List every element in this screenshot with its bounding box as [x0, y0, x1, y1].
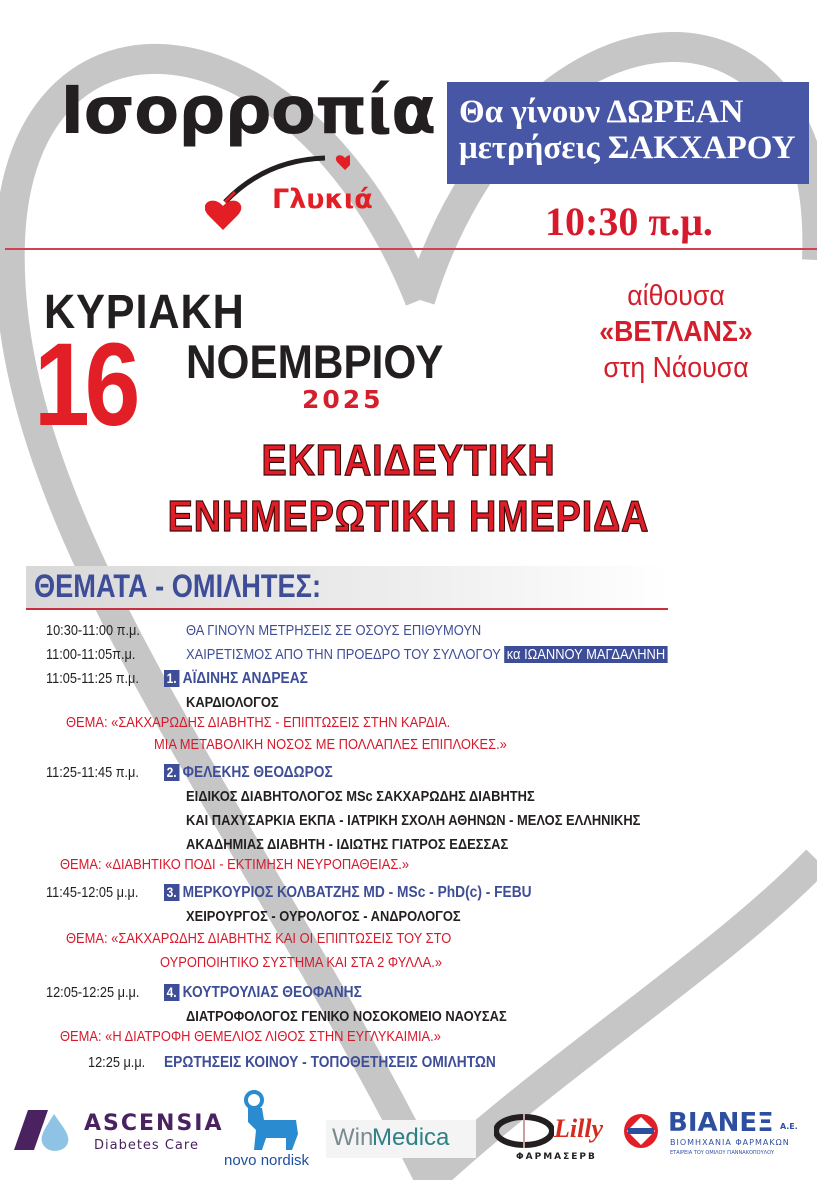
talk-2-topic [0, 856, 817, 884]
program-text [186, 646, 668, 663]
ascensia-name: ASCENSIA [84, 1111, 224, 1136]
talk-number-badge: 2. [164, 764, 179, 781]
speaker [164, 984, 362, 1002]
sponsor-vianex [620, 1110, 810, 1166]
time-slot: 11:25-11:45 π.μ. [46, 764, 139, 781]
pharmaserv-name: ΦΑΡΜΑΣΕΡΒ [516, 1152, 597, 1162]
time-slot: 11:05-11:25 π.μ. [46, 670, 139, 687]
topic-line: ΜΙΑ ΜΕΤΑΒΟΛΙΚΗ ΝΟΣΟΣ ΜΕ ΠΟΛΛΑΠΛΕΣ ΕΠΙΠΛΟΚΕΣ.» [154, 736, 507, 753]
program-text: ΕΡΩΤΗΣΕΙΣ ΚΟΙΝΟΥ - ΤΟΠΟΘΕΤΗΣΕΙΣ ΟΜΙΛΗΤΩΝ [164, 1054, 496, 1071]
venue-city: στη Νάουσα [603, 352, 749, 384]
greeting-text: ΧΑΙΡΕΤΙΣΜΟΣ ΑΠΟ ΤΗΝ ΠΡΟΕΔΡΟ ΤΟΥ ΣΥΛΛΟΓΟΥ [186, 646, 501, 663]
venue [569, 278, 782, 386]
vianex-suffix: Α.Ε. [780, 1122, 798, 1131]
day-number: 16 [34, 319, 136, 451]
speaker-name: ΚΟΥΤΡΟΥΛΙΑΣ ΘΕΟΦΑΝΗΣ [182, 984, 362, 1001]
divider-line [5, 248, 817, 250]
vianex-logo-icon [622, 1112, 660, 1150]
credentials: ΔΙΑΤΡΟΦΟΛΟΓΟΣ ΓΕΝΙΚΟ ΝΟΣΟΚΟΜΕΙΟ ΝΑΟΥΣΑΣ [186, 1008, 507, 1025]
talk-4-header [0, 984, 817, 1008]
vianex-group: ΕΤΑΙΡΕΙΑ ΤΟΥ ΟΜΙΛΟΥ ΓΙΑΝΝΑΚΟΠΟΥΛΟΥ [670, 1150, 775, 1156]
logo-subtitle: Γλυκιά [272, 184, 373, 215]
talk-2-credentials-3 [0, 836, 817, 856]
credentials: ΧΕΙΡΟΥΡΓΟΣ - ΟΥΡΟΛΟΓΟΣ - ΑΝΔΡΟΛΟΓΟΣ [186, 908, 461, 925]
time-slot: 11:45-12:05 μ.μ. [46, 884, 139, 901]
talk-2-header [0, 764, 817, 788]
venue-line-1: αίθουσα [627, 280, 725, 312]
credentials: ΚΑΡΔΙΟΛΟΓΟΣ [186, 694, 279, 711]
free-banner-line-2: μετρήσεις ΣΑΚΧΑΡΟΥ [459, 130, 796, 166]
month: ΝΟΕΜΒΡΙΟΥ [186, 335, 444, 388]
credentials: ΑΚΑΔΗΜΙΑΣ ΔΙΑΒΗΤΗ - ΙΔΙΩΤΗΣ ΓΙΑΤΡΟΣ ΕΔΕΣΣΑΣ [186, 836, 509, 853]
ascensia-logo-icon [14, 1110, 76, 1156]
event-title-line-2: ΕΝΗΜΕΡΩΤΙΚΗ ΗΜΕΡΙΔΑ [167, 492, 650, 541]
sponsor-ascensia [14, 1110, 224, 1160]
weekday: ΚΥΡΙΑΚΗ [44, 286, 245, 339]
free-measurements-banner [447, 82, 809, 184]
program-row-closing [0, 1054, 817, 1078]
time-slot: 10:30-11:00 π.μ. [46, 622, 140, 639]
program-row-intro-2 [0, 646, 817, 670]
sponsor-logos [0, 1090, 817, 1170]
event-title-line-1: ΕΚΠΑΙΔΕΥΤΙΚΗ [261, 436, 556, 485]
lilly-name: Lilly [554, 1114, 604, 1143]
talk-3-topic-cont [0, 954, 817, 984]
ascensia-tagline: Diabetes Care [94, 1138, 199, 1153]
sponsor-winmedica [326, 1120, 476, 1158]
talk-2-credentials-2 [0, 812, 817, 836]
vianex-name: ΒΙΑΝΕΞ [668, 1108, 774, 1138]
president-name-highlight: κα ΙΩΑΝΝΟΥ ΜΑΓΔΑΛΗΝΗ [504, 646, 668, 663]
topic-line: ΘΕΜΑ: «ΣΑΚΧΑΡΩΔΗΣ ΔΙΑΒΗΤΗΣ - ΕΠΙΠΤΩΣΕΙΣ ΣΤΗΝ ΚΑΡΔΙΑ. [66, 714, 451, 731]
program-row-intro-1 [0, 622, 817, 646]
topic-line: ΟΥΡΟΠΟΙΗΤΙΚΟ ΣΥΣΤΗΜΑ ΚΑΙ ΣΤΑ 2 ΦΥΛΛΑ.» [160, 954, 442, 971]
speaker [164, 670, 308, 688]
year: 2025 [302, 385, 384, 414]
talk-4-topic [0, 1028, 817, 1054]
talk-2-credentials-1 [0, 788, 817, 812]
talk-number-badge: 3. [164, 884, 179, 901]
talk-4-credentials [0, 1008, 817, 1028]
program-text: ΘΑ ΓΙΝΟΥΝ ΜΕΤΡΗΣΕΙΣ ΣΕ ΟΣΟΥΣ ΕΠΙΘΥΜΟΥΝ [186, 622, 482, 639]
speaker-name: ΦΕΛΕΚΗΣ ΘΕΟΔΩΡΟΣ [182, 764, 333, 781]
topic-line: ΘΕΜΑ: «ΣΑΚΧΑΡΩΔΗΣ ΔΙΑΒΗΤΗΣ ΚΑΙ ΟΙ ΕΠΙΠΤΩΣΕΙΣ ΤΟΥ ΣΤΟ [66, 930, 452, 947]
sponsor-novo-nordisk [222, 1090, 318, 1174]
novo-nordisk-name: novo nordisk [224, 1152, 310, 1169]
winmedica-name-b: Medica [372, 1124, 450, 1151]
talk-1-header [0, 670, 817, 694]
section-heading-rule [26, 608, 668, 610]
venue-name: «ΒΕΤΛΑΝΣ» [599, 316, 753, 348]
topic-line: ΘΕΜΑ: «ΔΙΑΒΗΤΙΚΟ ΠΟΔΙ - ΕΚΤΙΜΗΣΗ ΝΕΥΡΟΠΑΘΕΙΑΣ.» [60, 856, 410, 873]
talk-number-badge: 4. [164, 984, 179, 1001]
sponsor-lilly-pharmaserv [490, 1112, 608, 1168]
speaker-name: ΑΪΔΙΝΗΣ ΑΝΔΡΕΑΣ [182, 670, 308, 687]
speaker [164, 884, 532, 902]
speaker-name: ΜΕΡΚΟΥΡΙΟΣ ΚΟΛΒΑΤΖΗΣ MD - MSc - PhD(c) - FEBU [182, 884, 532, 901]
speaker [164, 764, 333, 782]
time-slot: 12:05-12:25 μ.μ. [46, 984, 140, 1001]
talk-1-credentials [0, 694, 817, 714]
talk-3-credentials [0, 908, 817, 930]
talk-1-topic [0, 714, 817, 736]
credentials: ΚΑΙ ΠΑΧΥΣΑΡΚΙΑ ΕΚΠΑ - ΙΑΤΡΙΚΗ ΣΧΟΛΗ ΑΘΗΝΩΝ - ΜΕΛΟΣ ΕΛΛΗΝΙΚΗΣ [186, 812, 641, 829]
talk-3-header [0, 884, 817, 908]
talk-number-badge: 1. [164, 670, 179, 687]
time-slot: 12:25 μ.μ. [88, 1054, 146, 1071]
start-time: 10:30 π.μ. [545, 199, 713, 244]
section-heading: ΘΕΜΑΤΑ - ΟΜΙΛΗΤΕΣ: [34, 568, 322, 604]
topic-line: ΘΕΜΑ: «Η ΔΙΑΤΡΟΦΗ ΘΕΜΕΛΙΟΣ ΛΙΘΟΣ ΣΤΗΝ ΕΥΓΛΥΚΑΙΜΙΑ.» [60, 1028, 441, 1045]
logo-wordmark: Ισορροπία [60, 72, 436, 149]
talk-1-topic-cont [0, 736, 817, 764]
time-slot: 11:00-11:05π.μ. [46, 646, 136, 663]
credentials: ΕΙΔΙΚΟΣ ΔΙΑΒΗΤΟΛΟΓΟΣ MSc ΣΑΚΧΑΡΩΔΗΣ ΔΙΑΒΗΤΗΣ [186, 788, 535, 805]
vianex-tagline: ΒΙΟΜΗΧΑΝΙΑ ΦΑΡΜΑΚΩΝ [670, 1138, 790, 1147]
talk-3-topic [0, 930, 817, 954]
pharmaserv-logo-icon [494, 1114, 554, 1148]
free-banner-line-1: Θα γίνουν ΔΩΡΕΑΝ [459, 94, 744, 130]
program [0, 622, 817, 1078]
novo-nordisk-bull-icon [222, 1090, 318, 1152]
winmedica-name-a: Win [332, 1124, 374, 1151]
